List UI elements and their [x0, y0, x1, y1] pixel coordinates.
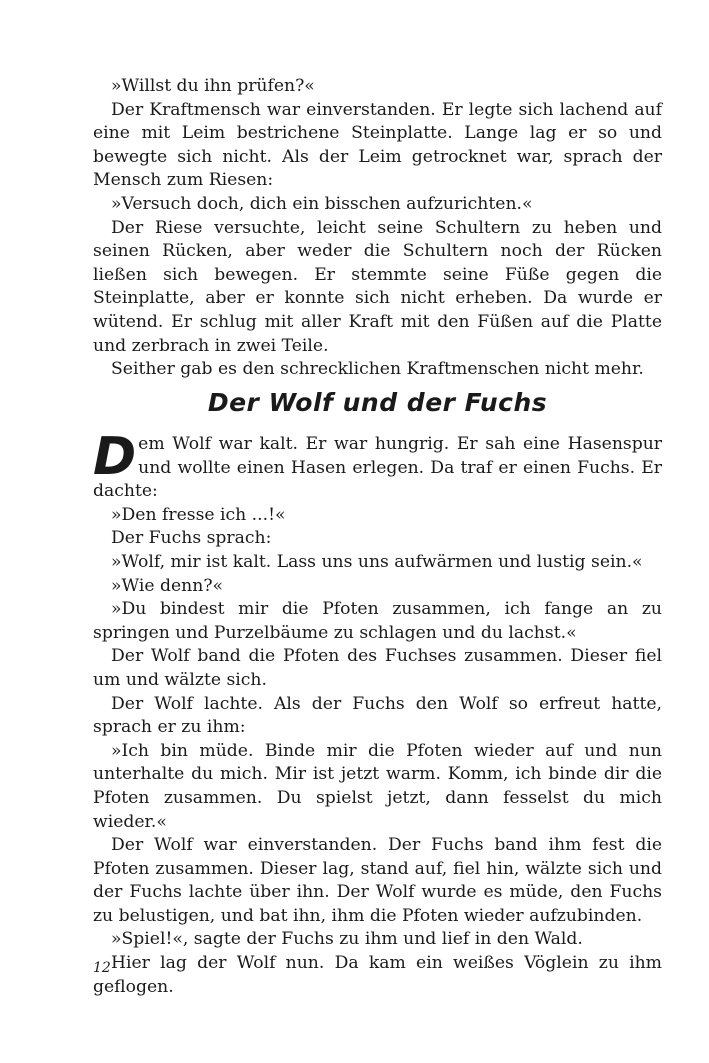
paragraph: »Willst du ihn prüfen?« — [111, 76, 315, 96]
paragraph: Der Wolf lachte. Als der Fuchs den Wolf so erfreut hatte, sprach er zu ihm: — [93, 693, 662, 738]
paragraph: Der Fuchs sprach: — [111, 528, 272, 549]
page-number: 12 — [93, 960, 111, 976]
first-paragraph-text: em Wolf war kalt. Er war hungrig. Er sah eine Hasenspur und wollte einen Hasen erlegen. Da traf er einen Fuchs. Er dachte: — [93, 434, 662, 502]
paragraph: »Spiel!«, sagte der Fuchs zu ihm und lief in den Wald. — [111, 929, 583, 950]
paragraph: »Wie denn?« — [111, 575, 224, 596]
paragraph: Der Wolf band die Pfoten des Fuchses zusammen. Dieser fiel um und wälzte sich. — [93, 646, 662, 690]
paragraph: Der Riese versuchte, leicht seine Schultern zu heben und seinen Rücken, aber weder die Schultern noch der Rücken ließen sich bewegen. Er stemmte seine Füße gegen die Steinplatte, aber er konnte sich nicht erheben. Da wurde er wütend. Er schlug mit aller Kraft mit den Füßen auf die Platte und zerbrach in zwei Teile. — [93, 217, 662, 356]
first-paragraph — [93, 427, 662, 504]
paragraph: Hier lag der Wolf nun. Da kam ein weißes Vöglein zu ihm geflogen. — [93, 953, 662, 997]
paragraph: »Versuch doch, dich ein bisschen aufzurichten.« — [111, 193, 533, 214]
story-body — [93, 427, 662, 999]
paragraph: »Ich bin müde. Binde mir die Pfoten wieder auf und nun unterhalte du mich. Mir ist jetzt warm. Komm, ich binde dir die Pfoten zusammen. Du spielst jetzt, dann fesselst du mich wieder.« — [93, 740, 662, 832]
previous-story-ending — [93, 75, 662, 382]
drop-cap: D — [93, 427, 137, 487]
chapter-title: Der Wolf und der Fuchs — [207, 388, 548, 417]
paragraph: Der Wolf war einverstanden. Der Fuchs band ihm fest die Pfoten zusammen. Dieser lag, stand auf, fiel hin, wälzte sich und der Fuchs lachte über ihn. Der Wolf wurde es müde, den Fuchs zu belustigen, und bat ihn, ihm die Pfoten wieder aufzubinden. — [93, 835, 662, 926]
paragraph: »Wolf, mir ist kalt. Lass uns uns aufwärmen und lustig sein.« — [111, 551, 643, 572]
paragraph: »Den fresse ich ...!« — [111, 504, 286, 525]
paragraph: Der Kraftmensch war einverstanden. Er legte sich lachend auf eine mit Leim bestrichene Steinplatte. Lange lag er so und bewegte sich nicht. Als der Leim getrocknet war, sprach der Mensch zum Riesen: — [93, 99, 662, 191]
paragraph: »Du bindest mir die Pfoten zusammen, ich fange an zu springen und Purzelbäume zu schlagen und du lachst.« — [93, 599, 662, 643]
paragraph: Seither gab es den schrecklichen Kraftmenschen nicht mehr. — [111, 359, 644, 380]
